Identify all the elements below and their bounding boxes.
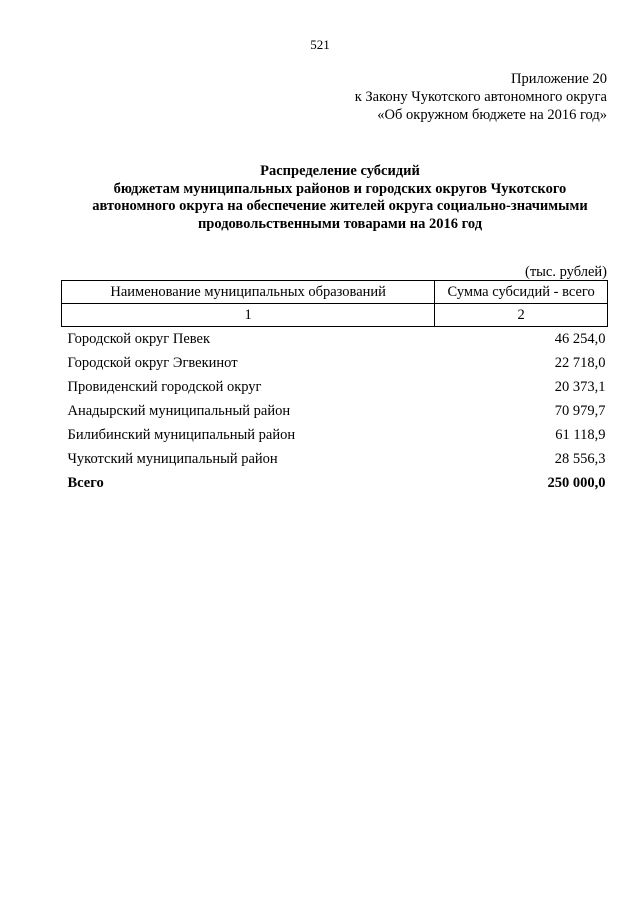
title-line-4: продовольственными товарами на 2016 год [197, 215, 483, 232]
row-name: Городской округ Эгвекинот [67, 354, 238, 371]
row-value: 46 254,0 [554, 330, 606, 347]
column-number-row [62, 304, 608, 327]
title-line-3: автономного округа на обеспечение жителей округа социально-значимыми [92, 198, 588, 214]
table-row [62, 327, 608, 352]
column-header-name: Наименование муниципальных образований [62, 281, 435, 304]
column-number-1: 1 [62, 304, 435, 327]
document-title [40, 163, 640, 233]
appendix-line-2: к Закону Чукотского автономного округа [354, 89, 607, 105]
row-name: Билибинский муниципальный район [67, 426, 296, 443]
units-label: (тыс. рублей) [525, 264, 607, 280]
table-row [62, 423, 608, 447]
subsidies-table [61, 280, 608, 495]
row-name: Анадырский муниципальный район [67, 402, 291, 419]
table-row [62, 375, 608, 399]
appendix-line-1: Приложение 20 [511, 71, 607, 87]
table-row [62, 399, 608, 423]
total-label: Всего [67, 474, 104, 491]
appendix-header [355, 70, 607, 124]
total-value: 250 000,0 [547, 474, 606, 491]
row-value: 20 373,1 [554, 378, 606, 395]
row-name: Городской округ Певек [67, 330, 211, 347]
column-header-sum: Сумма субсидий - всего [435, 281, 608, 304]
row-value: 28 556,3 [554, 450, 606, 467]
table-row [62, 351, 608, 375]
appendix-line-3: «Об окружном бюджете на 2016 год» [377, 107, 607, 123]
table-header-row [62, 281, 608, 304]
row-value: 70 979,7 [554, 402, 606, 419]
row-value: 61 118,9 [555, 426, 606, 443]
total-row [62, 471, 608, 495]
row-name: Чукотский муниципальный район [67, 450, 278, 467]
page-number: 521 [310, 37, 330, 52]
column-number-2: 2 [435, 304, 608, 327]
row-name: Провиденский городской округ [67, 378, 262, 395]
table-row [62, 447, 608, 471]
title-line-1: Распределение субсидий [260, 163, 420, 179]
row-value: 22 718,0 [554, 354, 606, 371]
title-line-2: бюджетам муниципальных районов и городских округов Чукотского [113, 180, 567, 197]
